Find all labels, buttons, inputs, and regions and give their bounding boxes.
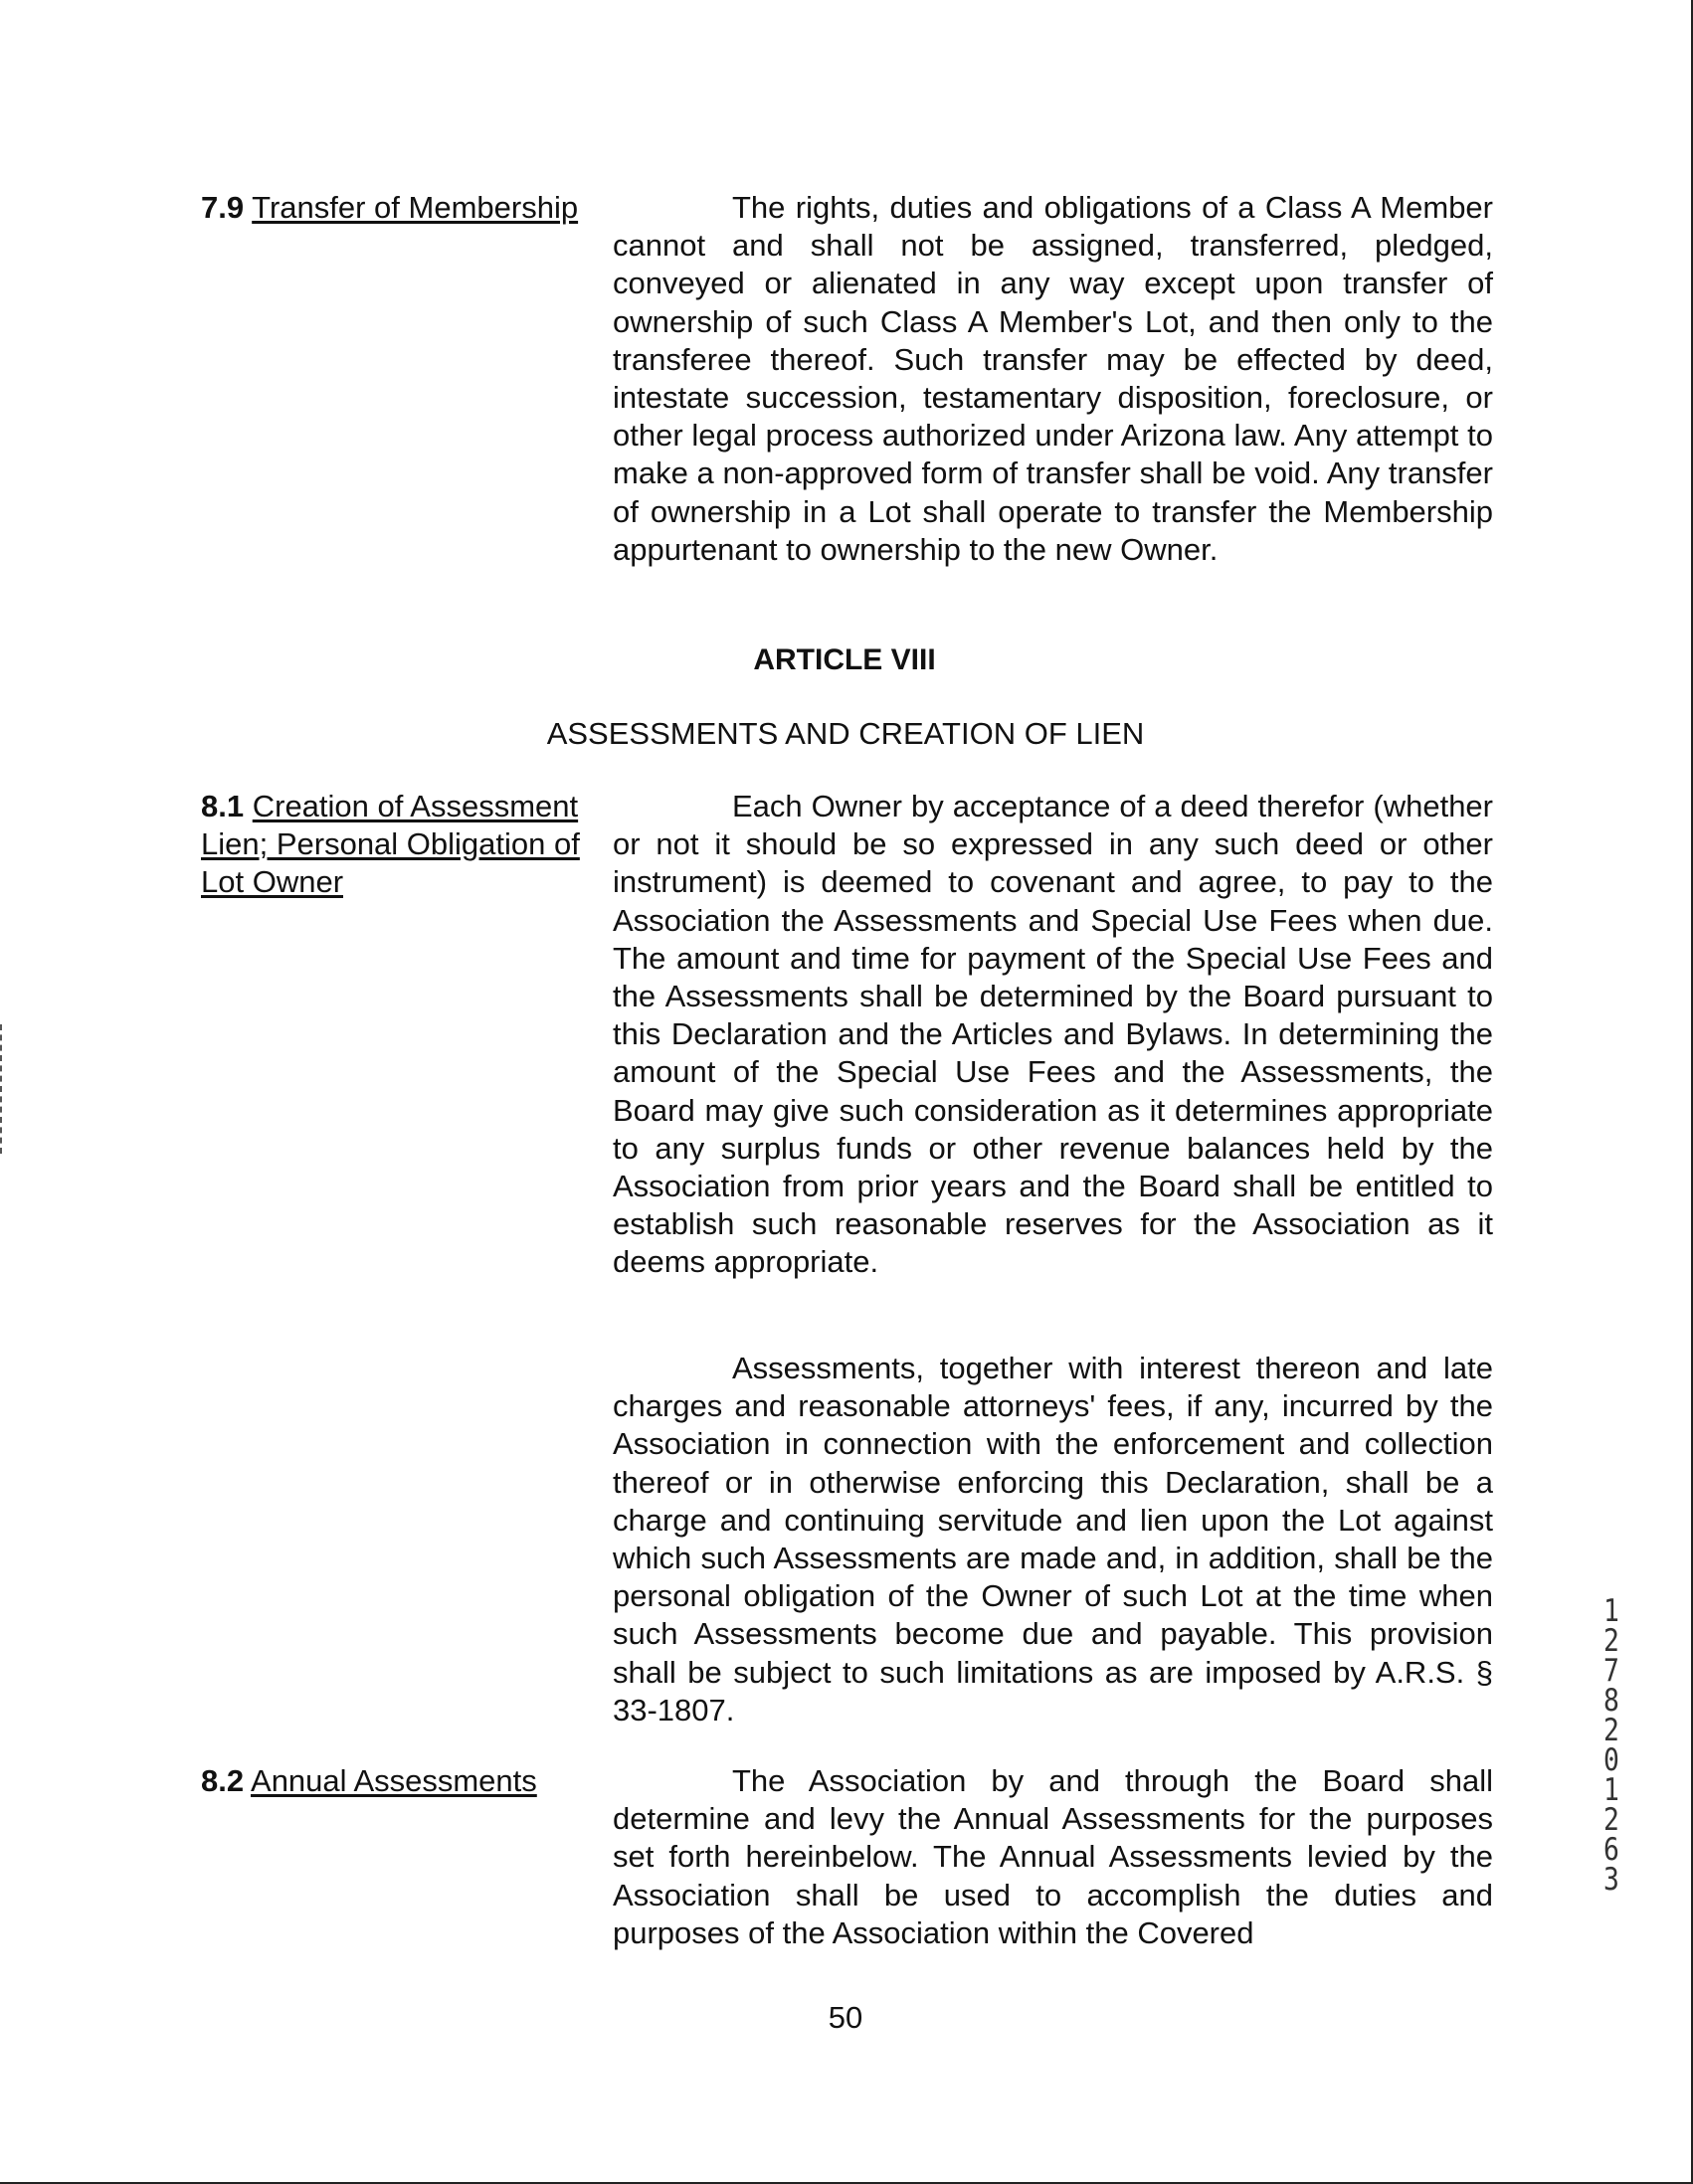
article-heading: ARTICLE VIII [753, 643, 936, 676]
section-8-1-body-paragraph-2: Assessments, together with interest thereon and late charges and reasonable attorneys' fees, if any, incurred by the Association in connection with the enforcement and collection thereof or in otherwise enforcing this Declaration, shall be a charge and continuing servitude and lien upon the Lot against which such Assessments are made and, in addition, shall be the personal obligation of the Owner of such Lot at the time when such Assessments become due and payable. This provision shall be subject to such limitations as are imposed by A.R.S. § 33-1807. [613, 1351, 1493, 1728]
section-title: Annual Assessments [251, 1763, 537, 1798]
section-8-2-label [201, 1762, 589, 1800]
section-number: 8.1 [201, 789, 245, 823]
section-number: 7.9 [201, 190, 245, 225]
section-title: Creation of Assessment Lien; Personal Obligation of Lot Owner [201, 789, 580, 899]
section-title: Transfer of Membership [252, 190, 579, 225]
section-8-1-body-paragraph-1: Each Owner by acceptance of a deed therefor (whether or not it should be so expressed in any such deed or other instrument) is deemed to covenant and agree, to pay to the Association the Assessments and Special Use Fees when due. The amount and time for payment of the Special Use Fees and the Assessments shall be determined by the Board pursuant to this Declaration and the Articles and Bylaws. In determining the amount of the Special Use Fees and the Assessments, the Board may give such consideration as it determines appropriate to any surplus funds or other revenue balances held by the Association from prior years and the Board shall be entitled to establish such reasonable reserves for the Association as it deems appropriate. [613, 789, 1493, 1280]
page-number: 50 [828, 2000, 863, 2035]
article-subheading: ASSESSMENTS AND CREATION OF LIEN [546, 716, 1145, 751]
recording-stamp: 12782 01263 [1603, 1593, 1635, 1898]
section-8-2-body: The Association by and through the Board shall determine and levy the Annual Assessments for the purposes set forth hereinbelow. The Annual Assessments levied by the Association shall be used to accomplish the duties and purposes of the Association within the Covered [613, 1763, 1493, 1950]
section-7-9-label [201, 189, 589, 227]
section-8-1-label [201, 788, 599, 901]
section-number: 8.2 [201, 1763, 245, 1798]
scan-edge-mark [0, 1024, 5, 1154]
section-7-9-body: The rights, duties and obligations of a Class A Member cannot and shall not be assigned, transferred, pledged, conveyed or alienated in any way except upon transfer of ownership of such Class A Member's Lot, and then only to the transferee thereof. Such transfer may be effected by deed, intestate succession, testamentary disposition, foreclosure, or other legal process authorized under Arizona law. Any attempt to make a non-approved form of transfer shall be void. Any transfer of ownership in a Lot shall operate to transfer the Membership appurtenant to ownership to the new Owner. [613, 190, 1493, 567]
